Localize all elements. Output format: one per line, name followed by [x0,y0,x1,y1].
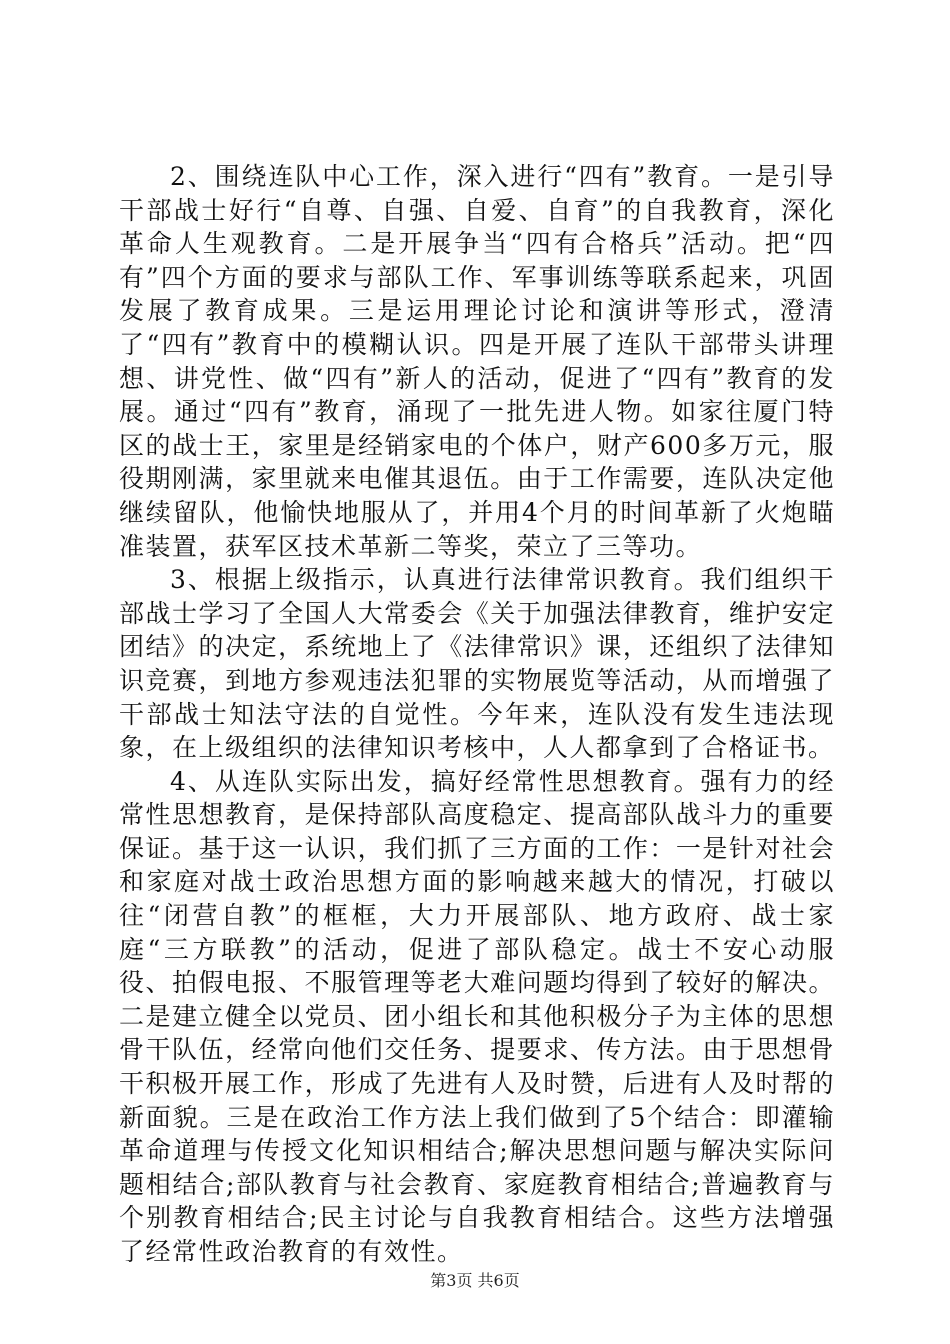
page-number-indicator: 第3页 共6页 [430,1271,520,1290]
paragraph-legal-education: 3、根据上级指示，认真进行法律常识教育。我们组织干部战士学习了全国人大常委会《关于加强法律教育，维护安定团结》的决定，系统地上了《法律常识》课，还组织了法律知识竞赛，到地方参观违法犯罪的实物展览等活动，从而增强了干部战士知法守法的自觉性。今年来，连队没有发生违法现象，在上级组织的法律知识考核中，人人都拿到了合格证书。 [119,565,835,763]
paragraph-regular-education: 4、从连队实际出发，搞好经常性思想教育。强有力的经常性思想教育，是保持部队高度稳定、提高部队战斗力的重要保证。基于这一认识，我们抓了三方面的工作：一是针对社会和家庭对战士政治思想方面的影响越来越大的情况，打破以往“闭营自教”的框框，大力开展部队、地方政府、战士家庭“三方联教”的活动，促进了部队稳定。战士不安心动服役、拍假电报、不服管理等老大难问题均得到了较好的解决。二是建立健全以党员、团小组长和其他积极分子为主体的思想骨干队伍，经常向他们交任务、提要求、传方法。由于思想骨干积极开展工作，形成了先进有人及时赞，后进有人及时帮的新面貌。三是在政治工作方法上我们做到了5个结合：即灌输革命道理与传授文化知识相结合;解决思想问题与解决实际问题相结合;部队教育与社会教育、家庭教育相结合;普遍教育与个别教育相结合;民主讨论与自我教育相结合。这些方法增强了经常性政治教育的有效性。 [119,766,835,1266]
paragraph-ideals-education: 2、围绕连队中心工作，深入进行“四有”教育。一是引导干部战士好行“自尊、自强、自爱、自育”的自我教育，深化革命人生观教育。二是开展争当“四有合格兵”活动。把“四有”四个方面的要求与部队工作、军事训练等联系起来，巩固发展了教育成果。三是运用理论讨论和演讲等形式，澄清了“四有”教育中的模糊认识。四是开展了连队干部带头讲理想、讲党性、做“四有”新人的活动，促进了“四有”教育的发展。通过“四有”教育，涌现了一批先进人物。如家往厦门特区的战士王，家里是经销家电的个体户，财产600多万元，服役期刚满，家里就来电催其退伍。由于工作需要，连队决定他继续留队，他愉快地服从了，并用4个月的时间革新了火炮瞄准装置，获军区技术革新二等奖，荣立了三等功。 [119,162,835,561]
page-footer [0,1271,950,1291]
document-body [119,160,835,1269]
